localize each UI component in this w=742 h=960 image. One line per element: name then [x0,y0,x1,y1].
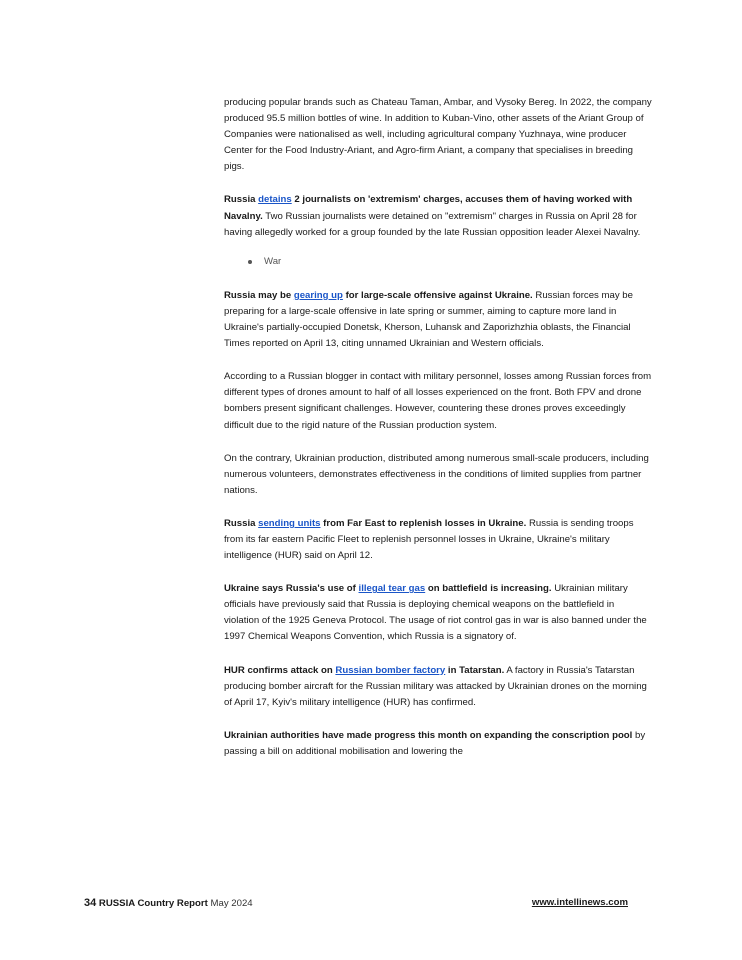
paragraph-conscription-pool [224,728,652,760]
link-gearing-up[interactable]: gearing up [293,289,343,301]
headline-rest: on battlefield is increasing. [425,583,552,595]
paragraph-text: Russian forces may be preparing for a large-scale offensive in late spring or summer, aiming to capture more land in Ukraine's partially-occupied Donetsk, Kherson, Luhansk and Zaporizhzhia oblasts, the Financial Times reported on April 13, citing unnamed Ukrainian and Western officials. [224,289,633,350]
paragraph-bomber-factory [224,663,652,711]
link-sending-units[interactable]: sending units [258,517,321,529]
paragraph-kuban-vino [224,95,652,175]
section-label: War [264,255,282,267]
headline-lead: Russia [224,517,259,529]
link-detains[interactable]: detains [258,194,292,206]
link-russian-bomber-factory[interactable]: Russian bomber factory [335,664,446,676]
paragraph-large-scale-offensive [224,288,652,352]
paragraph-far-east-units [224,516,652,564]
report-name: RUSSIA Country Report [98,898,208,909]
paragraph-tear-gas [224,581,652,645]
link-illegal-tear-gas[interactable]: illegal tear gas [358,583,426,595]
footer-report-info [84,896,253,911]
headline-rest: from Far East to replenish losses in Ukraine. [320,517,527,529]
paragraph-text: Ukrainian military officials have previously said that Russia is deploying chemical weapons on the battlefield in violation of the 1925 Geneva Protocol. The usage of riot control gas in war is also banned under the 1997 Chemical Weapons Convention, which Russia is a signatory of. [224,583,647,643]
paragraph-text: producing popular brands such as Chateau Taman, Ambar, and Vysoky Bereg. In 2022, the company produced 95.5 million bottles of wine. In addition to Kuban-Vino, other assets of the Ariant Group of Companies were nationalised as well, including agricultural company Yuzhnaya, wine producer Center for the Food Industry-Ariant, and Agro-firm Ariant, a company that specialises in breeding pigs. [224,97,652,173]
page-footer [84,896,628,910]
headline-rest: 2 journalists on 'extremism' charges, accuses them of having worked with Navalny. [224,194,633,222]
headline-rest: in Tatarstan. [445,664,505,676]
bullet-icon [248,260,252,264]
headline-lead: HUR confirms attack on [224,664,336,676]
headline-lead: Ukrainian authorities have made progress this month on expanding the conscription pool [224,729,633,741]
paragraph-text: Two Russian journalists were detained on "extremism" charges in Russia on April 28 for having allegedly worked for a group founded by the late Russian opposition leader Alexei Navalny. [224,210,641,238]
headline-lead: Ukraine says Russia's use of [224,583,359,595]
paragraph-ukrainian-production [224,451,652,499]
paragraph-text: by passing a bill on additional mobilisation and lowering the [224,729,646,757]
headline-lead: Russia may be [224,289,294,301]
paragraph-text: On the contrary, Ukrainian production, distributed among numerous small-scale producers, including numerous volunteers, demonstrates effectiveness in the conditions of limited supplies from partner nations. [224,452,649,496]
page-number: 34 [84,897,97,909]
paragraph-journalists-detained [224,192,652,240]
paragraph-text: Russia is sending troops from its far eastern Pacific Fleet to replenish personnel losses in Ukraine, Ukraine's military intelligence (HUR) said on April 12. [224,517,634,562]
section-bullet-war [248,254,652,270]
paragraph-text: A factory in Russia's Tatarstan producing bomber aircraft for the Russian military was attacked by Ukrainian drones on the morning of April 17, Kyiv's military intelligence (HUR) has confirmed. [224,664,647,708]
website-link[interactable]: www.intellinews.com [531,897,628,908]
report-date: May 2024 [210,898,253,909]
paragraph-drone-losses [224,369,652,433]
article-body [224,95,652,777]
paragraph-text: According to a Russian blogger in contact with military personnel, losses among Russian forces from different types of drones amount to half of all losses experienced on the front. Both FPV and drone bombers present significant challenges. However, countering these drones proves exceedingly difficult due to the rigid nature of the Russian production system. [224,371,652,431]
headline-rest: for large-scale offensive against Ukraine. [342,289,533,301]
headline-lead: Russia [224,194,259,206]
